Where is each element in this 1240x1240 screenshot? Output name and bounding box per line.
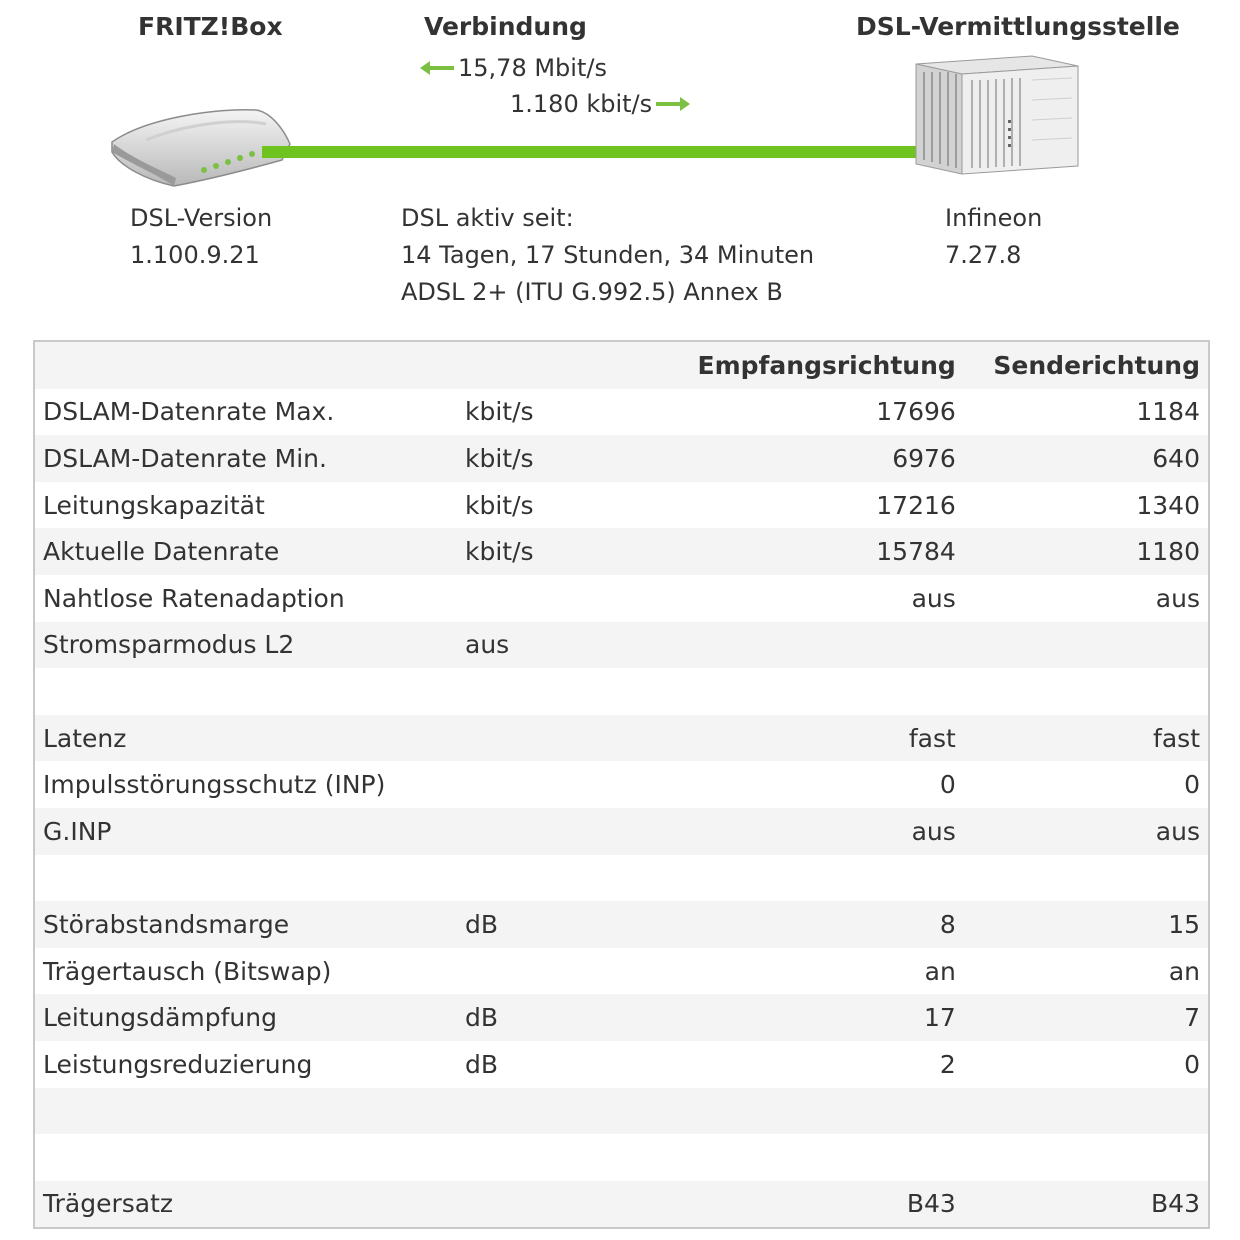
table-row xyxy=(34,668,1209,715)
row-label: Trägersatz xyxy=(43,1189,173,1219)
row-unit: aus xyxy=(465,630,510,660)
fritzbox-title: FRITZ!Box xyxy=(138,12,283,41)
row-label: Leitungskapazität xyxy=(43,490,265,520)
header-downstream: Empfangsrichtung xyxy=(697,350,956,380)
row-unit: dB xyxy=(465,1003,499,1033)
connection-info xyxy=(401,200,814,311)
row-unit xyxy=(457,668,663,715)
row-downstream: 15784 xyxy=(876,537,956,567)
row-label xyxy=(34,1134,457,1181)
header-label-cell xyxy=(34,341,457,389)
row-label: Störabstandsmarge xyxy=(43,909,290,939)
dsl-version-value: 1.100.9.21 xyxy=(130,241,260,269)
row-downstream xyxy=(663,1088,964,1135)
arrow-right-icon xyxy=(656,94,690,114)
downstream-rate xyxy=(420,54,607,82)
table-row xyxy=(34,948,1209,995)
header-unit-cell xyxy=(457,341,663,389)
downstream-rate-value: 15,78 Mbit/s xyxy=(458,54,607,82)
row-label: G.INP xyxy=(43,816,112,846)
dsl-active-label: DSL aktiv seit: xyxy=(401,204,574,232)
row-upstream: 1340 xyxy=(1136,490,1200,520)
dsl-version-label: DSL-Version xyxy=(130,204,273,232)
row-downstream: an xyxy=(924,956,956,986)
connection-title: Verbindung xyxy=(424,12,587,41)
row-label xyxy=(34,668,457,715)
table-row xyxy=(34,1134,1209,1181)
row-unit: kbit/s xyxy=(465,490,534,520)
table-row xyxy=(34,528,1209,575)
row-unit xyxy=(457,1134,663,1181)
table-row xyxy=(34,435,1209,482)
arrow-left-icon xyxy=(420,58,454,78)
row-upstream: 0 xyxy=(1184,770,1200,800)
row-unit: kbit/s xyxy=(465,443,534,473)
row-unit xyxy=(457,575,663,622)
row-downstream: B43 xyxy=(906,1189,956,1219)
row-unit xyxy=(457,761,663,808)
header-upstream: Senderichtung xyxy=(993,350,1200,380)
row-upstream: 1184 xyxy=(1136,397,1200,427)
dsl-standard: ADSL 2+ (ITU G.992.5) Annex B xyxy=(401,278,783,306)
table-row xyxy=(34,994,1209,1041)
row-label: Aktuelle Datenrate xyxy=(43,537,280,567)
row-unit xyxy=(457,715,663,762)
row-unit xyxy=(457,1181,663,1229)
row-label: Stromsparmodus L2 xyxy=(43,630,295,660)
row-downstream: 2 xyxy=(939,1049,956,1079)
row-label: Leitungsdämpfung xyxy=(43,1003,277,1033)
row-label: Latenz xyxy=(43,723,127,753)
row-downstream xyxy=(663,1134,964,1181)
row-upstream xyxy=(964,668,1209,715)
row-downstream: 17696 xyxy=(876,397,956,427)
table-row xyxy=(34,389,1209,436)
row-upstream: B43 xyxy=(1151,1189,1200,1219)
dsl-stats-table xyxy=(33,340,1210,1229)
row-upstream: 7 xyxy=(1184,1003,1200,1033)
row-label: Impulsstörungsschutz (INP) xyxy=(43,770,386,800)
row-upstream xyxy=(964,622,1209,669)
row-unit xyxy=(457,855,663,902)
table-row xyxy=(34,575,1209,622)
row-label: DSLAM-Datenrate Min. xyxy=(43,443,327,473)
table-row xyxy=(34,715,1209,762)
table-row xyxy=(34,855,1209,902)
table-row xyxy=(34,1088,1209,1135)
upstream-rate-value: 1.180 kbit/s xyxy=(510,90,653,118)
dslam-rack-icon xyxy=(912,50,1084,180)
table-row xyxy=(34,1181,1209,1229)
row-upstream xyxy=(964,1134,1209,1181)
row-upstream: 1180 xyxy=(1136,537,1200,567)
row-label: Trägertausch (Bitswap) xyxy=(43,956,332,986)
router-icon xyxy=(106,100,296,190)
exchange-vendor: Infineon xyxy=(945,204,1043,232)
row-label: Nahtlose Ratenadaption xyxy=(43,583,345,613)
row-downstream: 17216 xyxy=(876,490,956,520)
row-upstream: 640 xyxy=(1152,443,1200,473)
row-downstream: 0 xyxy=(939,770,956,800)
row-downstream xyxy=(663,622,964,669)
row-unit xyxy=(457,808,663,855)
row-downstream xyxy=(663,668,964,715)
fritzbox-info xyxy=(130,200,272,274)
row-upstream: aus xyxy=(1155,583,1200,613)
row-upstream: 15 xyxy=(1168,909,1200,939)
row-unit: dB xyxy=(465,1049,499,1079)
row-upstream: an xyxy=(1168,956,1200,986)
row-downstream: 8 xyxy=(939,909,956,939)
table-row xyxy=(34,761,1209,808)
table-row xyxy=(34,808,1209,855)
row-unit: dB xyxy=(465,909,499,939)
table-row xyxy=(34,901,1209,948)
row-label: DSLAM-Datenrate Max. xyxy=(43,397,335,427)
row-label xyxy=(34,855,457,902)
row-downstream: aus xyxy=(911,816,956,846)
dsl-active-value: 14 Tagen, 17 Stunden, 34 Minuten xyxy=(401,241,815,269)
row-downstream: fast xyxy=(908,723,956,753)
row-upstream: 0 xyxy=(1184,1049,1200,1079)
exchange-info xyxy=(945,200,1042,274)
exchange-title: DSL-Vermittlungsstelle xyxy=(856,12,1180,41)
row-upstream xyxy=(964,1088,1209,1135)
table-header-row xyxy=(34,341,1209,389)
row-upstream xyxy=(964,855,1209,902)
table-row xyxy=(34,482,1209,529)
row-unit xyxy=(457,1088,663,1135)
row-label: Leistungsreduzierung xyxy=(43,1049,313,1079)
table-row xyxy=(34,622,1209,669)
row-downstream: 17 xyxy=(924,1003,956,1033)
row-unit: kbit/s xyxy=(465,537,534,567)
row-downstream: 6976 xyxy=(892,443,956,473)
row-downstream xyxy=(663,855,964,902)
connection-line xyxy=(262,146,920,158)
exchange-version: 7.27.8 xyxy=(945,241,1022,269)
table-row xyxy=(34,1041,1209,1088)
row-unit: kbit/s xyxy=(465,397,534,427)
row-label xyxy=(34,1088,457,1135)
row-upstream: aus xyxy=(1155,816,1200,846)
upstream-rate xyxy=(510,90,690,118)
row-upstream: fast xyxy=(1153,723,1200,753)
row-downstream: aus xyxy=(911,583,956,613)
row-unit xyxy=(457,948,663,995)
